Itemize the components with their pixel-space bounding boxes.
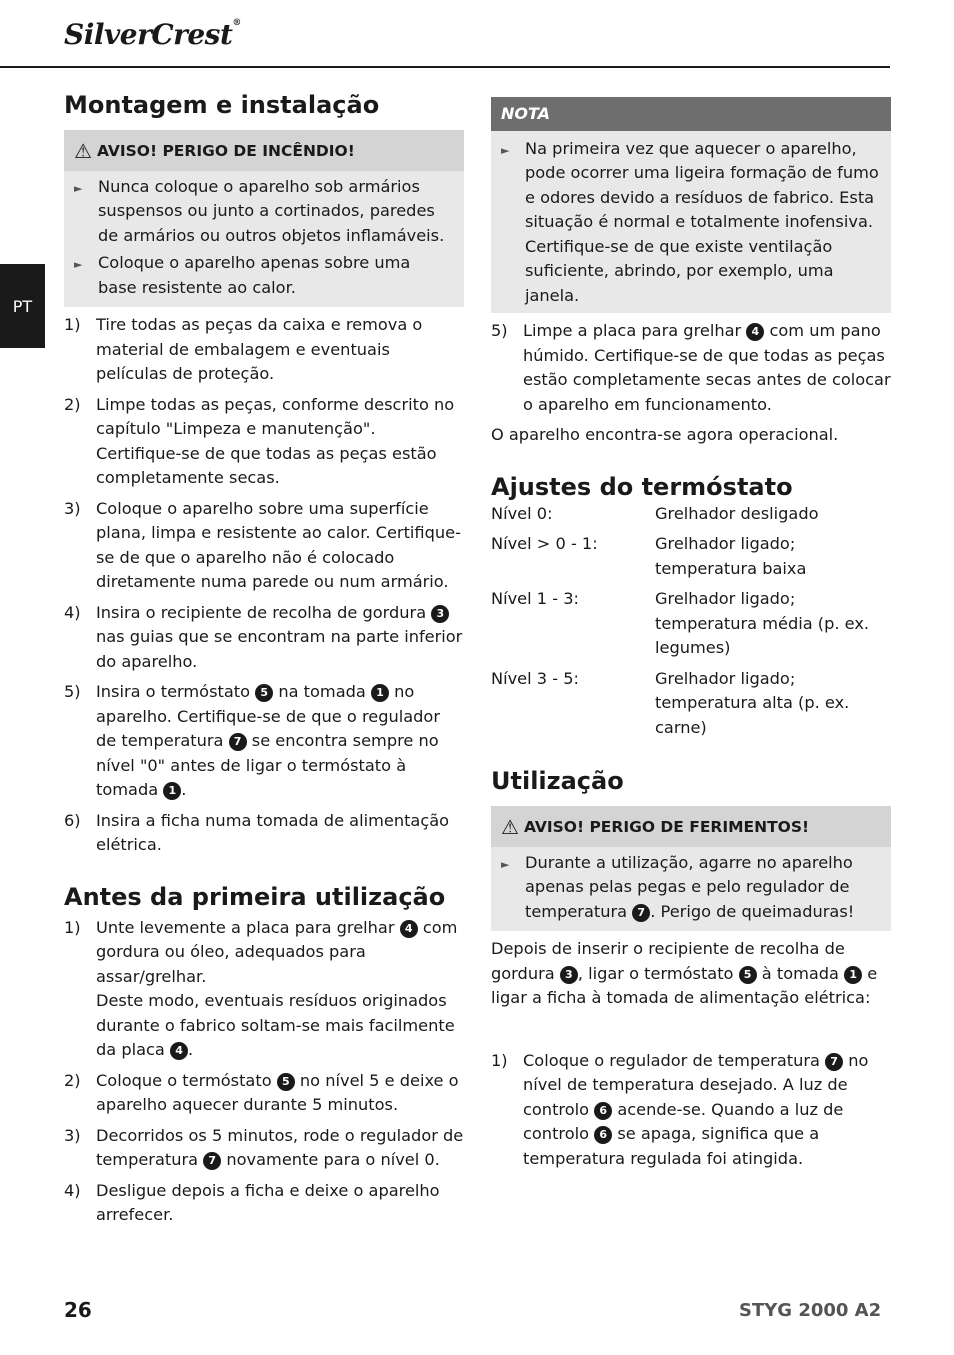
bullet-text: Coloque o aparelho apenas sobre uma base resistente ao calor. — [98, 253, 411, 297]
table-row — [491, 502, 891, 533]
level-cell: Nível 3 - 5: — [491, 668, 579, 688]
note-box — [491, 131, 891, 314]
section-title-ajustes: Ajustes do termóstato — [491, 472, 793, 501]
step-number: 6) — [64, 810, 81, 830]
injury-warning-body — [491, 847, 891, 932]
step-number: 1) — [64, 917, 81, 937]
level-cell: Nível 0: — [491, 503, 553, 523]
step-text: Unte levemente a placa para grelhar 4 com gordura ou óleo, adequados para assar/grelhar. Deste modo, eventuais resíduos originados durante o fabrico soltam-se mais facilmente da placa 4 . — [96, 917, 458, 1059]
description-cell: Grelhador ligado; temperatura baixa — [655, 534, 807, 578]
step-number: 4) — [64, 1180, 81, 1200]
step-text: Insira a ficha numa tomada de alimentação elétrica. — [96, 810, 450, 854]
step-number: 2) — [64, 1070, 81, 1090]
warning-triangle-icon: ⚠ — [501, 815, 519, 840]
fire-warning-title: AVISO! PERIGO DE INCÊNDIO! — [96, 142, 355, 160]
bullet-text: Nunca coloque o aparelho sob armários suspensos ou junto a cortinados, paredes de armários ou outros objetos inflamáveis. — [98, 176, 445, 245]
operational-text: O aparelho encontra-se agora operacional. — [491, 425, 839, 444]
table-row — [491, 667, 891, 747]
step-number: 2) — [64, 394, 81, 414]
level-cell: Nível > 0 - 1: — [491, 534, 598, 553]
model-number: STYG 2000 A2 — [739, 1300, 882, 1321]
step-number: 1) — [64, 315, 81, 334]
right-column — [491, 97, 891, 1177]
thermostat-table — [491, 502, 891, 747]
step-text: Desligue depois a ficha e deixe o aparelho arrefecer. — [96, 1180, 440, 1224]
table-row — [491, 587, 891, 667]
step-text: Coloque o termóstato 5 no nível 5 e deixe o aparelho aquecer durante 5 minutos. — [96, 1070, 459, 1114]
section-title-utilizacao: Utilização — [491, 767, 624, 795]
injury-warning-header — [491, 806, 891, 847]
callout-number: 4 — [170, 1042, 188, 1060]
callout-number: 3 — [560, 966, 578, 984]
callout-number: 7 — [229, 733, 247, 751]
step-item — [64, 393, 464, 491]
header-rule — [0, 66, 890, 68]
callout-number: 6 — [594, 1102, 612, 1120]
callout-number: 7 — [825, 1053, 843, 1071]
description-cell: Grelhador ligado; temperatura alta (p. ex. carne) — [655, 668, 850, 737]
callout-number: 1 — [844, 966, 862, 984]
note-header: NOTA — [491, 97, 891, 131]
step-number: 5) — [64, 682, 81, 701]
bullet-item — [74, 175, 454, 249]
step-text: Insira o termóstato 5 na tomada 1 no aparelho. Certifique-se de que o regulador de temperatura 7 se encontra sempre no nível "0" antes de ligar o termóstato à tomada 1 . — [96, 682, 440, 799]
callout-number: 3 — [431, 605, 449, 623]
usage-intro: Depois de inserir o recipiente de recolha de gordura 3 , ligar o termóstato 5 à tomada 1 e ligar a ficha à tomada de alimentação elétrica: — [491, 939, 878, 1007]
brand-logo: SilverCrest® — [64, 18, 241, 51]
step-number: 3) — [64, 498, 81, 518]
antes-steps — [64, 916, 464, 1228]
step-item — [64, 916, 464, 1063]
bullet-item — [501, 137, 881, 309]
description-cell: Grelhador desligado — [655, 503, 819, 523]
callout-number: 1 — [371, 684, 389, 702]
fire-warning-header — [64, 130, 464, 171]
bullet-item — [501, 851, 881, 925]
step-item — [491, 319, 891, 417]
injury-warning-title: AVISO! PERIGO DE FERIMENTOS! — [523, 818, 810, 836]
step-item — [64, 497, 464, 595]
step-item — [64, 1069, 464, 1118]
bullet-text: Durante a utilização, agarre no aparelho apenas pelas pegas e pelo regulador de temperatura 7 . Perigo de queimaduras! — [525, 852, 855, 921]
callout-number: 6 — [594, 1126, 612, 1144]
left-column — [64, 90, 464, 1234]
step-text: Insira o recipiente de recolha de gordura 3 nas guias que se encontram na parte inferior do aparelho. — [96, 602, 463, 671]
language-tab: PT — [0, 264, 45, 348]
step-number: 4) — [64, 602, 81, 622]
step-number: 3) — [64, 1125, 81, 1145]
callout-number: 5 — [255, 684, 273, 702]
section-title-antes: Antes da primeira utilização — [64, 882, 446, 911]
arrow-right-icon: ► — [74, 181, 83, 195]
step-text: Tire todas as peças da caixa e remova o material de embalagem e eventuais películas de proteção. — [96, 315, 423, 383]
callout-number: 7 — [632, 904, 650, 922]
fire-warning-box — [64, 130, 464, 307]
step-text: Limpe a placa para grelhar 4 com um pano húmido. Certifique-se de que todas as peças estão completamente secas antes de colocar o aparelho em funcionamento. — [523, 321, 891, 414]
step-item — [64, 313, 464, 387]
step-text: Limpe todas as peças, conforme descrito no capítulo "Limpeza e manutenção". Certifique-se de que todas as peças estão completamente secas. — [96, 394, 455, 487]
step-number: 5) — [491, 321, 508, 340]
usage-steps — [491, 1049, 891, 1172]
callout-number: 4 — [746, 323, 764, 341]
callout-number: 1 — [163, 782, 181, 800]
step-text: Coloque o aparelho sobre uma superfície plana, limpa e resistente ao calor. Certifique-se de que o aparelho não é colocado diretamente numa parede ou num armário. — [96, 498, 461, 591]
injury-warning-box — [491, 806, 891, 931]
level-cell: Nível 1 - 3: — [491, 589, 579, 608]
montagem-steps — [64, 313, 464, 858]
note-text: Na primeira vez que aquecer o aparelho, pode ocorrer uma ligeira formação de fumo e odores devido a resíduos de fabrico. Esta situação é normal e totalmente inofensiva. Certifique-se de que existe ventilação suficiente, abrindo, por exemplo, uma janela. — [525, 138, 879, 305]
step-item — [64, 809, 464, 858]
warning-triangle-icon: ⚠ — [74, 139, 92, 164]
section-title-montagem: Montagem e instalação — [64, 91, 380, 119]
arrow-right-icon: ► — [501, 143, 510, 157]
step-item — [64, 1179, 464, 1228]
step-text: Coloque o regulador de temperatura 7 no nível de temperatura desejado. A luz de controlo 6 acende-se. Quando a luz de controlo 6 se apaga, significa que a temperatura regulada foi atingida. — [523, 1050, 869, 1168]
step-item — [64, 680, 464, 803]
callout-number: 5 — [739, 966, 757, 984]
callout-number: 7 — [203, 1152, 221, 1170]
cleaning-step — [491, 319, 891, 417]
fire-warning-body — [64, 171, 464, 308]
callout-number: 5 — [277, 1073, 295, 1091]
table-row — [491, 532, 891, 587]
note-body — [491, 131, 891, 314]
bullet-item — [74, 251, 454, 300]
step-text: Decorridos os 5 minutos, rode o regulador de temperatura 7 novamente para o nível 0. — [96, 1125, 464, 1169]
step-item — [64, 1124, 464, 1173]
step-item — [64, 601, 464, 675]
page-number: 26 — [64, 1298, 92, 1322]
arrow-right-icon: ► — [74, 258, 83, 271]
description-cell: Grelhador ligado; temperatura média (p. ex. legumes) — [655, 589, 870, 657]
step-item — [491, 1049, 891, 1172]
arrow-right-icon: ► — [501, 857, 510, 871]
step-number: 1) — [491, 1050, 508, 1070]
callout-number: 4 — [400, 920, 418, 938]
